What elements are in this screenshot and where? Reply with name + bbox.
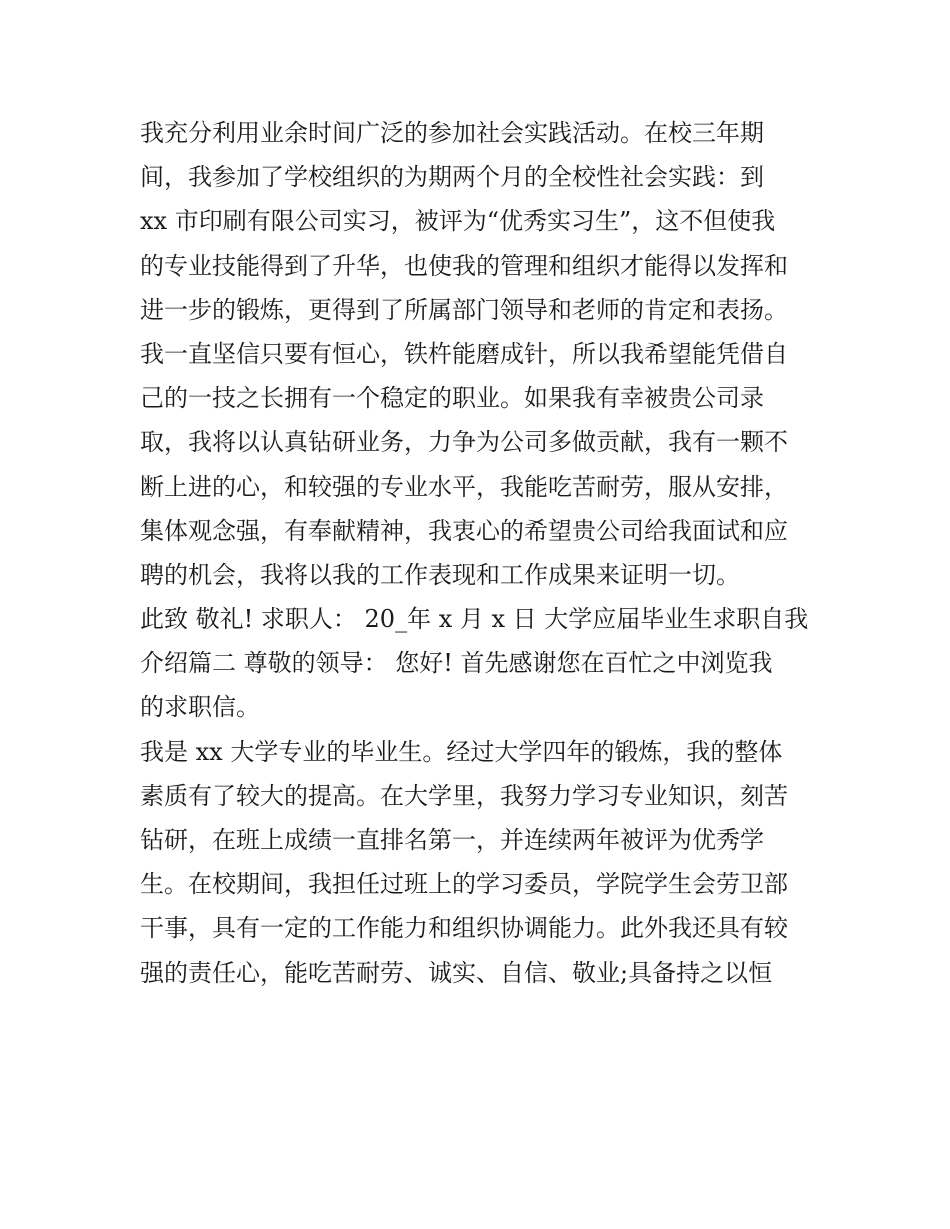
text-line: 钻研，在班上成绩一直排名第一，并连续两年被评为优秀学 — [140, 826, 764, 854]
text-line: 取，我将以认真钻研业务，力争为公司多做贡献，我有一颗不 — [140, 428, 788, 457]
text-line: 此致 敬礼! 求职人： 20_年 x 月 x 日 大学应届毕业生求职自我 — [140, 605, 809, 634]
text-line: 干事，具有一定的工作能力和组织协调能力。此外我还具有较 — [140, 914, 788, 943]
text-line: 集体观念强，有奉献精神，我衷心的希望贵公司给我面试和应 — [140, 516, 788, 545]
text-line: 生。在校期间，我担任过班上的学习委员，学院学生会劳卫部 — [140, 870, 788, 899]
text-line: 的求职信。 — [140, 693, 260, 722]
text-line: 素质有了较大的提高。在大学里，我努力学习专业知识，刻苦 — [140, 781, 788, 810]
text-line: 断上进的心，和较强的专业水平，我能吃苦耐劳，服从安排， — [140, 472, 788, 501]
text-line: 的专业技能得到了升华，也使我的管理和组织才能得以发挥和 — [140, 251, 788, 280]
text-line: 进一步的锻炼，更得到了所属部门领导和老师的肯定和表扬。 — [140, 295, 788, 324]
text-line: 我一直坚信只要有恒心，铁杵能磨成针，所以我希望能凭借自 — [140, 339, 788, 368]
text-line: 介绍篇二 尊敬的领导： 您好! 首先感谢您在百忙之中浏览我 — [140, 649, 773, 678]
text-line: 强的责任心，能吃苦耐劳、诚实、自信、敬业;具备持之以恒 — [140, 958, 773, 987]
text-line: 聘的机会，我将以我的工作表现和工作成果来证明一切。 — [140, 560, 740, 589]
text-line: 我充分利用业余时间广泛的参加社会实践活动。在校三年期 — [140, 119, 764, 147]
text-line: 我是 xx 大学专业的毕业生。经过大学四年的锻炼，我的整体 — [140, 737, 783, 766]
body-text — [140, 111, 820, 995]
text-line: xx 市印刷有限公司实习，被评为“优秀实习生”，这不但使我 — [140, 207, 776, 236]
text-line: 间，我参加了学校组织的为期两个月的全校性社会实践：到 — [140, 163, 764, 192]
text-line: 己的一技之长拥有一个稳定的职业。如果我有幸被贵公司录 — [140, 384, 764, 413]
